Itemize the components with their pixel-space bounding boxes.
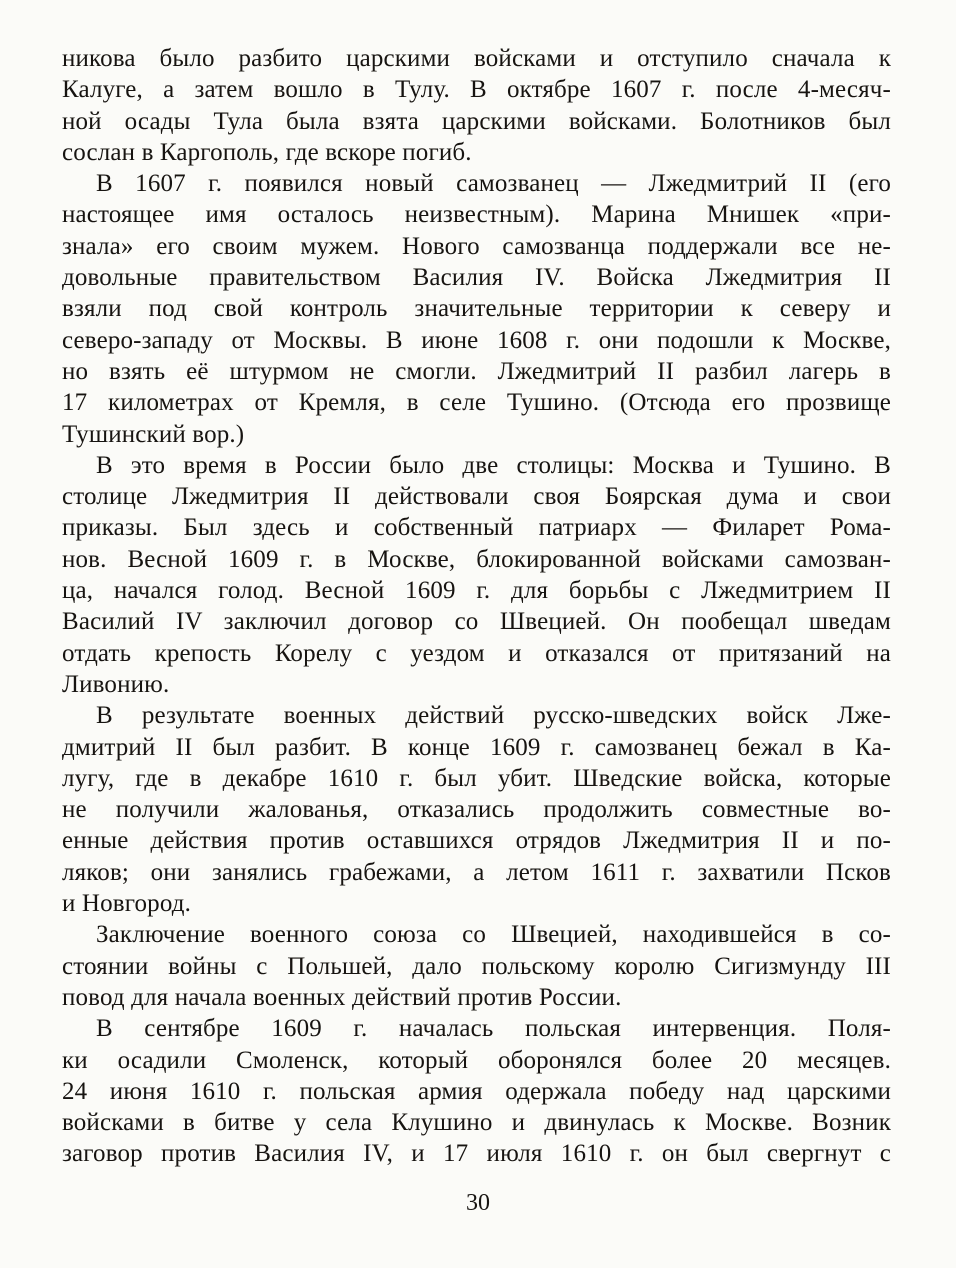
text-line: и Новгород. <box>62 890 192 918</box>
text-line: Заключение военного союза со Швецией, находившейся в со- <box>96 921 891 949</box>
text-line: Тушинский вор.) <box>62 420 245 448</box>
text-line: В сентябре 1609 г. началась польская интервенция. Поля- <box>96 1015 891 1043</box>
text-line: ца, начался голод. Весной 1609 г. для борьбы с Лжедмитрием II <box>62 577 891 605</box>
text-line: лугу, где в декабре 1610 г. был убит. Шведские войска, которые <box>62 764 891 792</box>
text-line: столице Лжедмитрия II действовали своя Боярская дума и свои <box>62 483 891 511</box>
text-line: повод для начала военных действий против России. <box>62 983 622 1011</box>
paragraph <box>62 168 891 450</box>
text-line: В это время в России было две столицы: Москва и Тушино. В <box>96 451 891 479</box>
text-line: войсками в битве у села Клушино и двинулась к Москве. Возник <box>62 1109 891 1137</box>
text-line: В 1607 г. появился новый самозванец — Лжедмитрий II (его <box>96 170 891 198</box>
text-line: довольные правительством Василия IV. Войска Лжедмитрия II <box>62 264 891 292</box>
paragraph <box>62 43 891 168</box>
text-line: не получили жалованья, отказались продолжить совместные во- <box>62 796 891 824</box>
text-line: ляков; они занялись грабежами, а летом 1611 г. захватили Псков <box>62 858 891 886</box>
text-line: взяли под свой контроль значительные территории к северу и <box>62 295 891 323</box>
paragraph <box>62 919 891 1013</box>
page-text <box>62 43 891 1170</box>
text-line: знала» его своим мужем. Нового самозванца поддержали все не- <box>62 232 891 260</box>
text-line: дмитрий II был разбит. В конце 1609 г. самозванец бежал в Ка- <box>62 733 891 761</box>
paragraph <box>62 700 891 919</box>
text-line: ки осадили Смоленск, который оборонялся более 20 месяцев. <box>62 1046 891 1074</box>
paragraph <box>62 450 891 700</box>
page-number: 30 <box>466 1190 490 1216</box>
text-line: Василий IV заключил договор со Швецией. Он пообещал шведам <box>62 608 891 636</box>
text-line: северо-западу от Москвы. В июне 1608 г. они подошли к Москве, <box>62 326 891 354</box>
text-line: настоящее имя осталось неизвестным). Марина Мнишек «при- <box>62 201 891 229</box>
text-line: нов. Весной 1609 г. в Москве, блокированной войсками самозван- <box>62 545 891 573</box>
text-line: В результате военных действий русско-шведских войск Лже- <box>96 702 891 730</box>
text-line: заговор против Василия IV, и 17 июля 1610 г. он был свергнут с <box>62 1140 891 1168</box>
text-line: никова было разбито царскими войсками и отступило сначала к <box>62 45 891 72</box>
text-line: сослан в Каргополь, где вскоре погиб. <box>62 138 472 166</box>
text-line: стоянии войны с Польшей, дало польскому королю Сигизмунду III <box>62 952 891 980</box>
paragraph <box>62 1013 891 1169</box>
text-line: приказы. Был здесь и собственный патриарх — Филарет Рома- <box>62 514 891 542</box>
text-line: ной осады Тула была взята царскими войсками. Болотников был <box>62 107 891 135</box>
text-line: 24 июня 1610 г. польская армия одержала победу над царскими <box>62 1077 891 1105</box>
text-line: Ливонию. <box>62 670 170 698</box>
text-line: Калуге, а затем вошло в Тулу. В октябре 1607 г. после 4-месяч- <box>62 76 891 104</box>
text-line: отдать крепость Корелу с уездом и отказался от притязаний на <box>62 639 891 667</box>
text-line: енные действия против оставшихся отрядов Лжедмитрия II и по- <box>62 827 891 855</box>
text-line: 17 километрах от Кремля, в селе Тушино. (Отсюда его прозвище <box>62 389 891 417</box>
text-line: но взять её штурмом не смогли. Лжедмитрий II разбил лагерь в <box>62 357 891 385</box>
